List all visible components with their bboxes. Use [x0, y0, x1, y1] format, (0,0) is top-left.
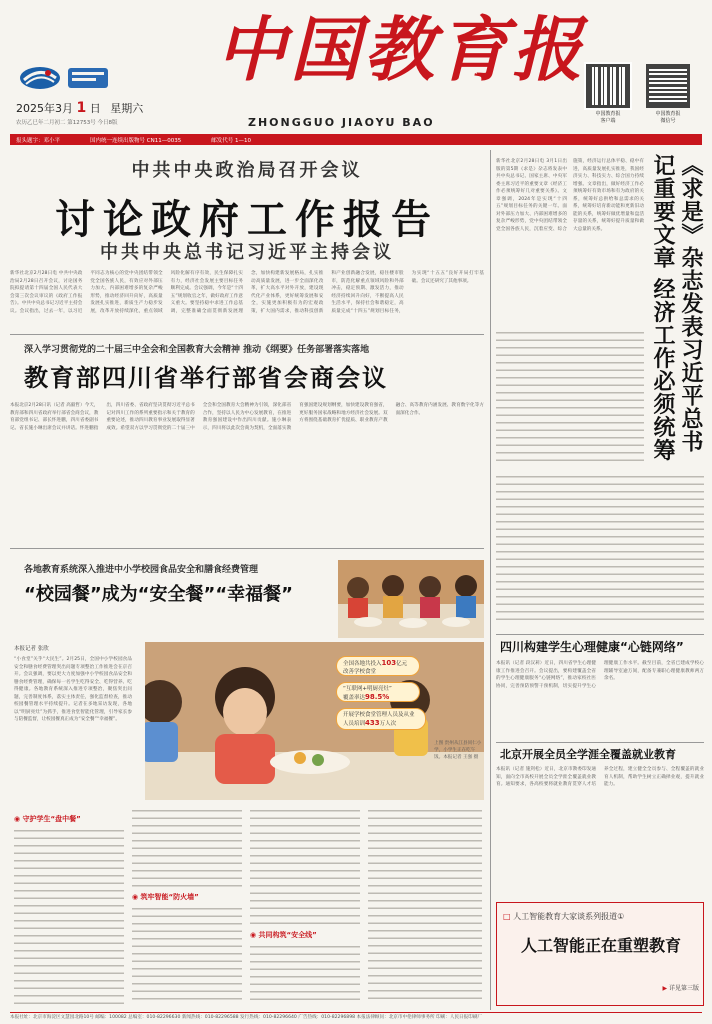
series-marker-icon: □: [503, 912, 514, 921]
newspaper-logo-icon: [18, 64, 62, 92]
feature-byline: 本报记者 张欣: [14, 646, 49, 652]
brief-sichuan-mental-health: [496, 638, 704, 738]
qiushi-headline: 《求是》杂志发表习近平总书记重要文章 经济工作必须统筹: [650, 154, 703, 462]
feature-lede: “小食堂”关乎“大民生”。2月25日，全国中小学校园食品安全和膳食经费管理突出问题专项整治工作推进会在京召开。会议强调，要以更大力度加强中小学校园食品安全和膳食经费管理，确保每一名学生吃得安全、吃得营养、吃得健康。各地教育系统深入推进专项整治，聚焦突出问题，完善制度体系，落实主体责任，强化监督检查，推动校园餐管理水平持续提升。记者在多地采访发现，各地以“明厨亮灶”为抓手，推进食堂智能化管理，引导家长参与陪餐监督，让校园餐真正成为“安全餐”“幸福餐”。: [14, 657, 132, 722]
qiushi-body-cont: [496, 330, 644, 466]
newspaper-emblem-icon: [66, 66, 110, 90]
lead-body: 新华社北京2月28日电 中共中央政治局2月28日召开会议，讨论国务院拟提请第十四届全国人民代表大会第三次会议审议的《政府工作报告》。中共中央总书记习近平主持会议。会议指出，过去一年，以习近平同志为核心的党中央团结带领全党全国各族人民，有效应对外部压力加大、内部困难增多的复杂严峻形势，推动经济回升向好，高质量发展扎实推进，新质生产力稳步发展，改革开放持续深化，重点领域风险化解有序有效，民生保障扎实有力，经济社会发展主要目标任务顺利完成。会议强调，今年是“十四五”规划收官之年，做好政府工作意义重大。要坚持稳中求进工作总基调，完整准确全面贯彻新发展理念，加快构建新发展格局，扎实推动高质量发展，进一步全面深化改革，扩大高水平对外开放，建设现代化产业体系，更好统筹发展和安全，实施更加积极有为的宏观政策，扩大国内需求，推动科技创新和产业创新融合发展，稳住楼市股市，防范化解重点领域风险和外部冲击，稳定预期、激发活力，推动经济持续回升向好，不断提高人民生活水平，保持社会和谐稳定，高质量完成“十四五”规划目标任务，为实现“十五五”良好开局打牢基础。会议还研究了其他事项。: [10, 271, 484, 314]
qiushi-body: 新华社北京2月28日电 3月1日出版的第5期《求是》杂志将发表中共中央总书记、国家主席、中央军委主席习近平的重要文章《经济工作必须统筹好几对重要关系》。文章强调，2024年是实现“十四五”规划目标任务的关键一年。面对外部压力加大、内部困难增多的复杂严峻形势，党中央团结带领全党全国各族人民，沉着应变、综合施策，经济运行总体平稳、稳中有进，高质量发展扎实推进，我国经济实力、科技实力、综合国力持续增强。文章指出，做好经济工作必须统筹好有效市场和有为政府的关系，统筹好总供给和总需求的关系，统筹好培育新动能和更新旧动能的关系，统筹好做优增量和盘活存量的关系，统筹好提升质量和做大总量的关系。: [496, 159, 644, 232]
qr-label-app: 中国教育报 客户端: [595, 111, 621, 124]
photo-caption: 上图 贵州从江县同仁小学，小学生正在吃午饭。本报记者 王强 摄: [434, 741, 482, 760]
masthead-title: 中国教育报: [216, 8, 586, 91]
brief2-headline: 北京开展全员全学涯全覆盖就业教育: [500, 748, 676, 761]
stat-investment: 全国各地共投入103亿元 改善学校食堂: [336, 656, 420, 676]
qr-label-wechat: 中国教育报 微信号: [655, 111, 681, 124]
series-note: ▶ 详见第三版: [662, 985, 699, 992]
feature-text-column: [132, 808, 242, 888]
feature-school-meals: [10, 552, 484, 1008]
divider: [496, 742, 704, 743]
feature-text-column: [132, 906, 242, 1004]
feature-text-column: [368, 808, 482, 1004]
brief-beijing-employment: [496, 746, 704, 838]
masthead-ticker: [10, 134, 702, 145]
feature-text-column: [250, 944, 360, 1004]
section-marker-icon: ◉: [250, 931, 259, 939]
divider: [496, 634, 704, 635]
section-marker-icon: ◉: [14, 815, 23, 823]
page-footer: 本报社址：北京市海淀区文慧园北路10号 邮编：100082 总编室：010-82296630 新闻热线：010-82296588 发行热线：010-82296640 广告热线：010-82296898 本报法律顾问：北京市中伦律师事务所 印刷：人民日报印刷厂: [10, 1012, 702, 1022]
masthead: [0, 0, 712, 132]
lead-kicker: 中共中央政治局召开会议: [131, 160, 363, 181]
article2-kicker: 深入学习贯彻党的二十届三中全会和全国教育大会精神 推动《纲要》任务部署落实落地: [24, 345, 370, 355]
section-marker-icon: ◉: [132, 893, 141, 901]
stat-coverage: “互联网+明厨亮灶” 覆盖率达98.5%: [336, 682, 420, 702]
qr-code-wechat[interactable]: [646, 64, 690, 108]
brief1-headline: 四川构建学生心理健康“心链网络”: [500, 640, 684, 654]
section-heading: ◉ 共同构筑“安全线”: [250, 931, 317, 939]
article-ministry-sichuan: [10, 340, 484, 540]
divider: [10, 548, 484, 549]
divider: [10, 334, 484, 335]
column-divider: [490, 150, 491, 1010]
brief2-body: 本报讯（记者 施剑松）近日，北京市教委印发通知，面向全市高校开展全员全学涯全覆盖就业教育。通知要求，各高校要将就业教育贯穿人才培养全过程，建立健全全员参与、全程覆盖的就业育人机制，帮助学生树立正确择业观，提升就业能力。: [496, 767, 704, 787]
masthead-pinyin: ZHONGGUO JIAOYU BAO: [248, 116, 435, 129]
lunar-line: 农历乙巳年二月初二 第12753号 今日8版: [16, 120, 118, 126]
feature-text-column: [250, 808, 360, 926]
issue-date: 2025年3月 1 日 星期六: [16, 100, 144, 116]
lead-subhead: 中共中央总书记习近平主持会议: [100, 242, 394, 263]
arrow-right-icon: ▶: [662, 985, 668, 992]
qr-code-app[interactable]: [586, 64, 630, 108]
section-heading: ◉ 守护学生“盘中餐”: [14, 815, 81, 823]
brief1-body: 本报讯（记者 段汉莉）近日，四川省学生心理健康工作推进会召开。会议提出，要构建覆盖全省的学生心理健康服务“心链网络”，推动家校社医协同，完善预防预警干预机制，切实提升学生心理健康工作水平。截至目前，全省已建成学校心理辅导室逾万间，配备专兼职心理健康教师两万余名。: [496, 661, 704, 689]
series-headline: 人工智能正在重塑教育: [520, 936, 681, 955]
ticker-label: 报头题字：邓小平: [16, 137, 61, 144]
stat-training: 开展学校食堂管理人员及从业人员培训433万人次: [336, 708, 426, 730]
article-qiushi: [496, 150, 704, 630]
series-tag: □ 人工智能教育大家谈系列报道①: [503, 912, 625, 921]
qiushi-body-cont: [496, 474, 704, 624]
section-heading: ◉ 筑牢智能“防火墙”: [132, 893, 199, 901]
lead-article: [10, 150, 484, 330]
series-box[interactable]: [496, 902, 704, 1006]
photo-students-eating: [338, 560, 484, 638]
feature-headline: “校园餐”成为“安全餐”“幸福餐”: [24, 584, 293, 605]
ticker-item: 国内统一连续出版物号 CN11—0035: [90, 137, 182, 144]
article2-body: 本报北京2月28日讯（记者 高毅哲）今天，教育部和四川省政府举行部省会商会议，教育部党组书记、部长怀进鹏，四川省委副书记、省长施小琳出席会议并讲话。怀进鹏指出，四川省委、省政府坚决贯彻习近平总书记对四川工作的系列重要指示和关于教育的重要论述，推动四川教育事业发展取得显著成效。希望双方以学习贯彻党的二十届三中全会和全国教育大会精神为引领，深化部省合作，坚持以人民为中心发展教育，在推进教育强国建设中作出四川贡献。施小琳表示，四川将以此次会商为契机，全面落实教育强国建设规划纲要，加快建设教育强省，更好服务国家战略和地方经济社会发展。双方将围绕基础教育扩优提质、职业教育产教融合、高等教育内涵发展、教育数字化等方面深化合作。: [10, 403, 484, 431]
ticker-item: 邮发代号 1—10: [211, 137, 251, 144]
article2-headline: 教育部四川省举行部省会商会议: [24, 364, 388, 392]
feature-kicker: 各地教育系统深入推进中小学校园食品安全和膳食经费管理: [24, 565, 259, 575]
lead-headline: 讨论政府工作报告: [55, 197, 439, 243]
feature-text-column: [14, 828, 124, 1004]
